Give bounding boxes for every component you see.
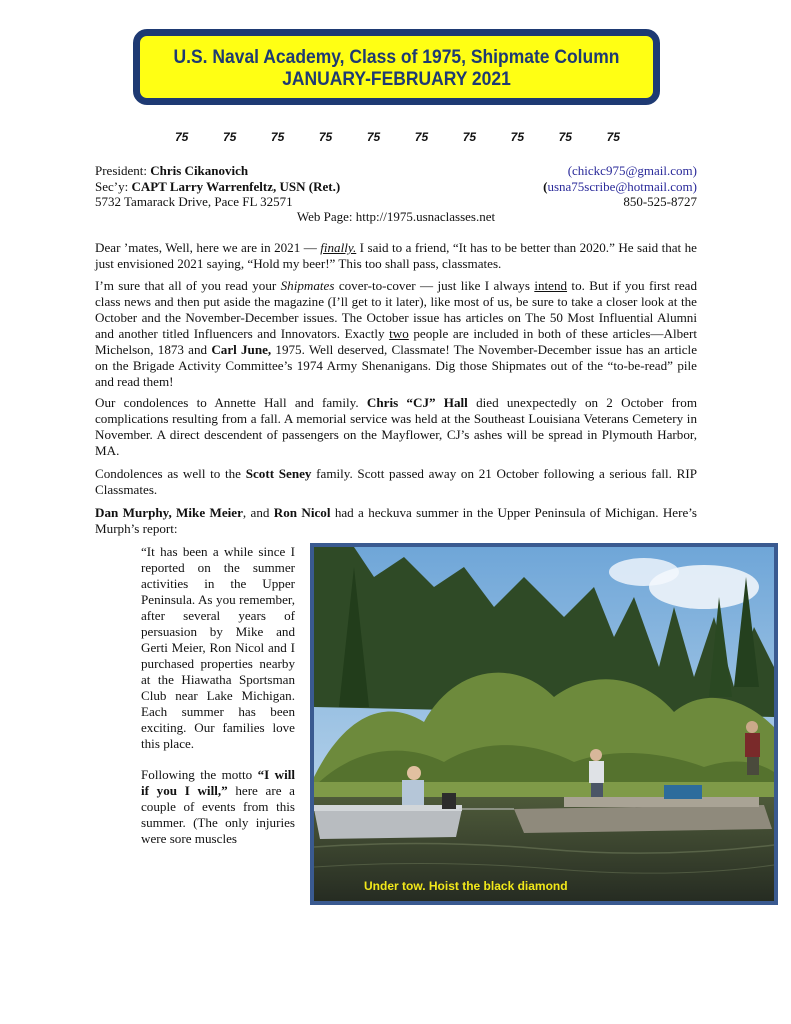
year-mark: 75 — [175, 130, 189, 144]
paragraph-seney-condolences: Condolences as well to the Scott Seney family. Scott passed away on 21 October following a serious fall. RIP Classmates. — [95, 466, 697, 497]
finally-emphasis: finally. — [320, 240, 357, 255]
president-label: President: — [95, 163, 151, 178]
address-line — [95, 194, 697, 210]
paragraph-hall-condolences: Our condolences to Annette Hall and family. Chris “CJ” Hall died unexpectedly on 2 October from complications resulting from a fall. A memorial service was held at the Southeast Louisiana Veterans Cemetery in November. A direct descendent of passengers on the Mayflower, CJ’s ashes will be spread in Plymouth Harbor, MA. — [95, 395, 698, 458]
secretary-email-paren: ( — [543, 179, 548, 194]
ron-nicol-name: Ron Nicol — [273, 505, 331, 520]
paragraph-summer-intro: Dan Murphy, Mike Meier, and Ron Nicol had a heckuva summer in the Upper Peninsula of Michigan. Here’s Murph’s report: — [95, 505, 697, 536]
photo-caption: Under tow. Hoist the black diamond — [364, 879, 568, 893]
web-page-link[interactable]: Web Page: http://1975.usnaclasses.net — [296, 209, 496, 224]
secretary-email[interactable]: usna75scribe@hotmail.com) — [547, 179, 697, 194]
column-title-banner — [133, 29, 660, 105]
year-mark: 75 — [222, 130, 237, 144]
mailing-address: 5732 Tamarack Drive, Pace FL 32571 — [95, 194, 293, 209]
column-title: U.S. Naval Academy, Class of 1975, Shipmate Column — [173, 47, 620, 68]
year-mark: 75 — [558, 130, 572, 144]
column-issue-date: JANUARY-FEBRUARY 2021 — [282, 69, 511, 90]
shipmates-title: Shipmates — [280, 278, 335, 293]
motto: “I will if you I will,” — [141, 767, 295, 798]
secretary-name: CAPT Larry Warrenfeltz, USN (Ret.) — [131, 179, 341, 194]
murphy-meier-names: Dan Murphy, Mike Meier — [95, 505, 243, 520]
murph-report-paragraph-1: “It has been a while since I reported on the summer activities in the Upper Peninsula. As you remember, after several years of persuasion by Mike and Gerti Meier, Ron Nicol and I purchased properties nearby at the Hiawatha Sportsman Club near Lake Michigan. Each summer has been exciting. Our families love this place. — [141, 544, 295, 751]
year-mark: 75 — [270, 130, 285, 144]
murph-report-paragraph-2: Following the motto “I will if you I will,” here are a couple of events from this summer. (The only injuries were sore muscles — [141, 767, 295, 846]
phone-number: 850-525-8727 — [623, 194, 697, 209]
carl-june-name: Carl June, — [211, 342, 272, 357]
year-mark: 75 — [414, 130, 429, 144]
year-mark: 75 — [606, 130, 620, 144]
secretary-line — [95, 179, 697, 195]
president-email[interactable]: (chickc975@gmail.com) — [567, 163, 697, 178]
president-name: Chris Cikanovich — [150, 163, 249, 178]
cj-hall-name: Chris “CJ” Hall — [366, 395, 468, 410]
year-mark: 75 — [318, 130, 333, 144]
secretary-label: Sec’y: — [95, 179, 132, 194]
paragraph-shipmate-articles: I’m sure that all of you read your Shipmates cover-to-cover — just like I always intend to. But if you first read class news and then put aside the magazine (I’ll get to it later), like most of us, be sure to take a closer look at the October and the November-December issues. The October issue has articles on The 50 Most Influential Alumni and another titled Influencers and Innovators. Exactly two people are included in both of these articles—Albert Michelson, 1873 and Carl June, 1975. Well deserved, Classmate! The November-December issue has an article on the Brigade Activity Committee’s 1974 Army Shenanigans. Dig those Shipmates out of the “to-be-read” pile and read them! — [95, 278, 698, 389]
paragraph-greeting: Dear ’mates, Well, here we are in 2021 — finally. I said to a friend, “It has to be better than 2020.” He said that he just envisioned 2021 saying, “Hold my beer!” This too shall pass, classmates. — [95, 240, 697, 271]
year-mark: 75 — [510, 130, 525, 144]
president-line — [95, 163, 697, 179]
scott-seney-name: Scott Seney — [245, 466, 312, 481]
year-mark: 75 — [462, 130, 477, 144]
lake-tow-photo — [310, 543, 778, 905]
year-mark-row — [175, 130, 620, 144]
intend-emphasis: intend — [534, 278, 568, 293]
year-mark: 75 — [366, 130, 381, 144]
photo-illustration — [314, 547, 774, 901]
two-emphasis: two — [389, 326, 409, 341]
